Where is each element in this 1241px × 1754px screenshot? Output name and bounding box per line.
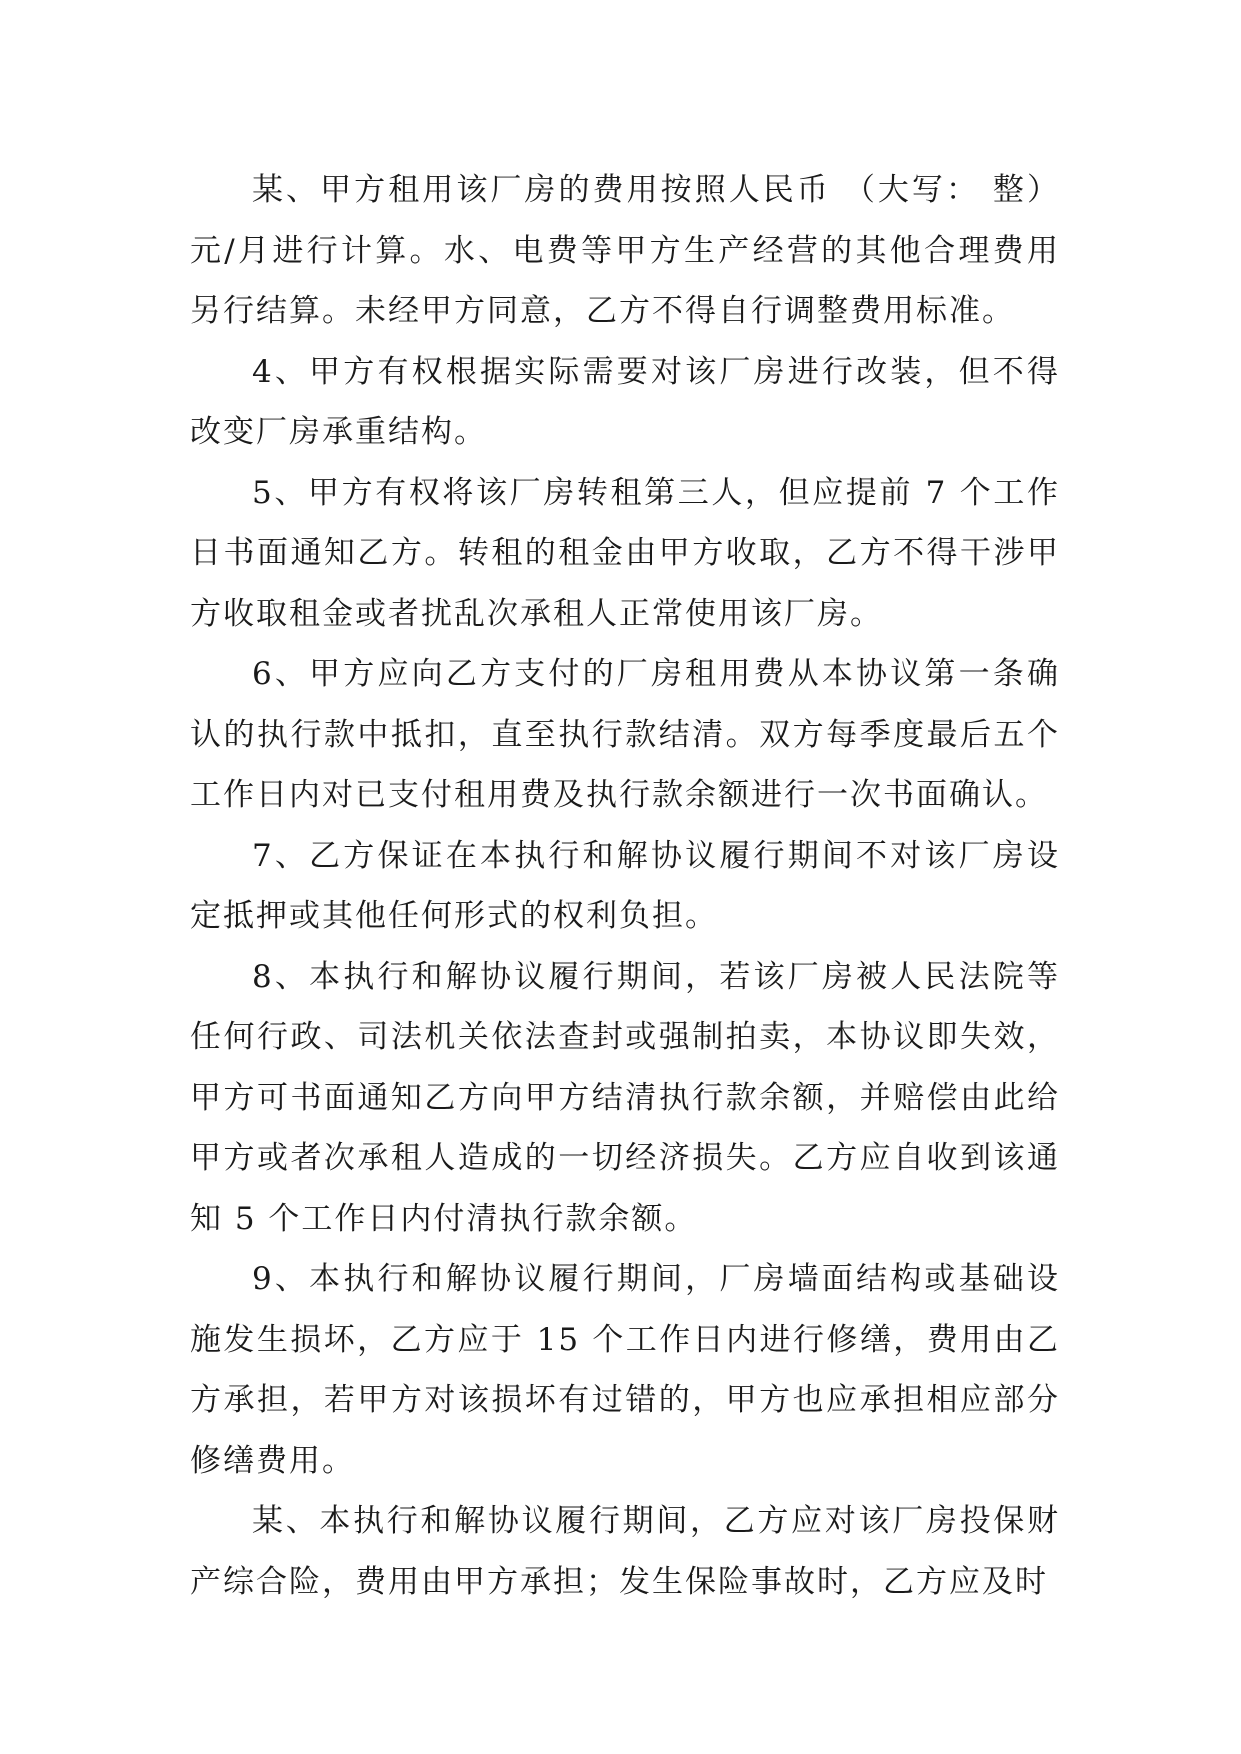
paragraph-rent-fee: 某、甲方租用该厂房的费用按照人民币 （大写： 整）元/月进行计算。水、电费等甲方生产经营的其他合理费用另行结算。未经甲方同意，乙方不得自行调整费用标准。 <box>190 172 1060 329</box>
paragraph-clause-8: 8、本执行和解协议履行期间，若该厂房被人民法院等任何行政、司法机关依法查封或强制拍卖，本协议即失效，甲方可书面通知乙方向甲方结清执行款余额，并赔偿由此给甲方或者次承租人造成的一切经济损失。乙方应自收到该通知 5 个工作日内付清执行款余额。 <box>190 958 1060 1237</box>
paragraph-insurance: 某、本执行和解协议履行期间，乙方应对该厂房投保财产综合险，费用由甲方承担；发生保险事故时，乙方应及时 <box>190 1503 1060 1600</box>
paragraph-clause-7: 7、乙方保证在本执行和解协议履行期间不对该厂房设定抵押或其他任何形式的权利负担。 <box>190 837 1060 934</box>
document-body <box>190 160 1060 1612</box>
paragraph-clause-6: 6、甲方应向乙方支付的厂房租用费从本协议第一条确认的执行款中抵扣，直至执行款结清。双方每季度最后五个工作日内对已支付租用费及执行款余额进行一次书面确认。 <box>190 656 1060 813</box>
paragraph-clause-5: 5、甲方有权将该厂房转租第三人，但应提前 7 个工作日书面通知乙方。转租的租金由甲方收取，乙方不得干涉甲方收取租金或者扰乱次承租人正常使用该厂房。 <box>190 474 1060 632</box>
paragraph-clause-4: 4、甲方有权根据实际需要对该厂房进行改装，但不得改变厂房承重结构。 <box>190 353 1060 450</box>
paragraph-clause-9: 9、本执行和解协议履行期间，厂房墙面结构或基础设施发生损坏，乙方应于 15 个工作日内进行修缮，费用由乙方承担，若甲方对该损坏有过错的，甲方也应承担相应部分修缮费用。 <box>190 1261 1060 1479</box>
